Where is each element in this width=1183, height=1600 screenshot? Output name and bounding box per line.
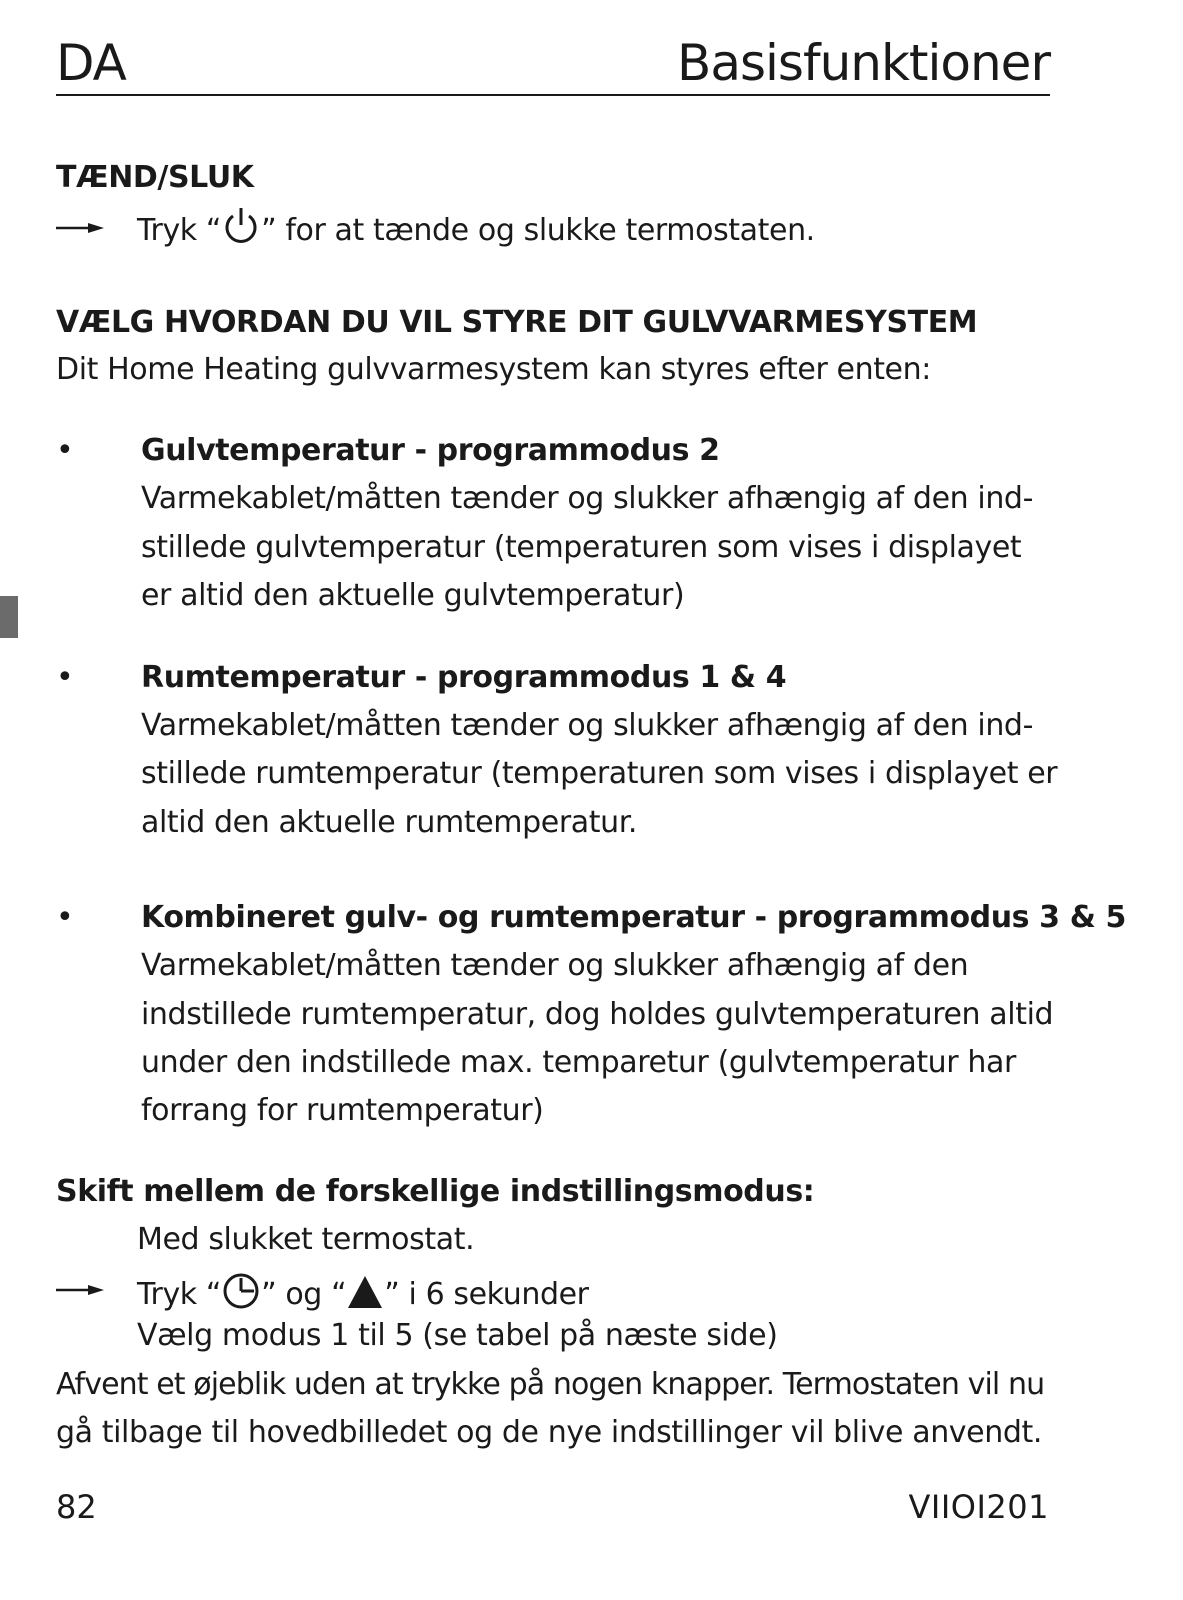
combined-mode-line: Varmekablet/måtten tænder og slukker afhængig af den	[141, 948, 969, 983]
arrow-right-icon	[56, 222, 104, 234]
room-mode-line: altid den aktuelle rumtemperatur.	[141, 805, 638, 840]
control-heading: VÆLG HVORDAN DU VIL STYRE DIT GULVVARMESYSTEM	[56, 305, 978, 340]
room-mode-line: Varmekablet/måtten tænder og slukker afhængig af den ind-	[141, 708, 1033, 743]
switch-mode-heading: Skift mellem de forskellige indstillingsmodus:	[56, 1174, 815, 1209]
page-number: 82	[56, 1488, 97, 1526]
arrow-right-icon	[56, 1284, 104, 1296]
floor-mode-title: Gulvtemperatur - programmodus 2	[141, 433, 720, 468]
on-off-instruction: Tryk “ ” for at tænde og slukke termostaten.	[137, 206, 815, 248]
switch-mode-step: Med slukket termostat.	[137, 1222, 475, 1257]
side-tab-marker	[0, 596, 18, 638]
combined-mode-line: forrang for rumtemperatur)	[141, 1093, 544, 1128]
switch-mode-note: gå tilbage til hovedbilledet og de nye indstillinger vil blive anvendt.	[56, 1415, 1042, 1450]
clock-icon	[221, 1270, 261, 1310]
switch-mode-step: Tryk “ ” og “ ” i 6 sekunder	[137, 1270, 589, 1312]
header-divider	[56, 94, 1050, 96]
power-icon	[221, 206, 261, 246]
bullet-marker: •	[56, 660, 74, 695]
switch-mode-step: Vælg modus 1 til 5 (se tabel på næste side)	[137, 1318, 778, 1353]
page-header	[56, 28, 1050, 96]
combined-mode-line: under den indstillede max. temparetur (gulvtemperatur har	[141, 1045, 1016, 1080]
combined-mode-line: indstillede rumtemperatur, dog holdes gulvtemperaturen altid	[141, 997, 1054, 1032]
combined-mode-title: Kombineret gulv- og rumtemperatur - programmodus 3 & 5	[141, 900, 1126, 935]
room-mode-title: Rumtemperatur - programmodus 1 & 4	[141, 660, 787, 695]
document-code: VIIOI201	[908, 1488, 1049, 1526]
section-title: Basisfunktioner	[677, 34, 1050, 92]
floor-mode-line: er altid den aktuelle gulvtemperatur)	[141, 578, 685, 613]
floor-mode-line: stillede gulvtemperatur (temperaturen som vises i displayet	[141, 530, 1022, 565]
switch-mode-note: Afvent et øjeblik uden at trykke på nogen knapper. Termostaten vil nu	[56, 1367, 1045, 1402]
room-mode-line: stillede rumtemperatur (temperaturen som vises i displayet er	[141, 756, 1058, 791]
floor-mode-line: Varmekablet/måtten tænder og slukker afhængig af den ind-	[141, 481, 1033, 516]
up-triangle-icon	[346, 1274, 384, 1310]
on-off-heading: TÆND/SLUK	[56, 160, 254, 195]
language-code: DA	[56, 34, 126, 92]
bullet-marker: •	[56, 900, 74, 935]
control-intro: Dit Home Heating gulvvarmesystem kan styres efter enten:	[56, 352, 931, 387]
bullet-marker: •	[56, 433, 74, 468]
